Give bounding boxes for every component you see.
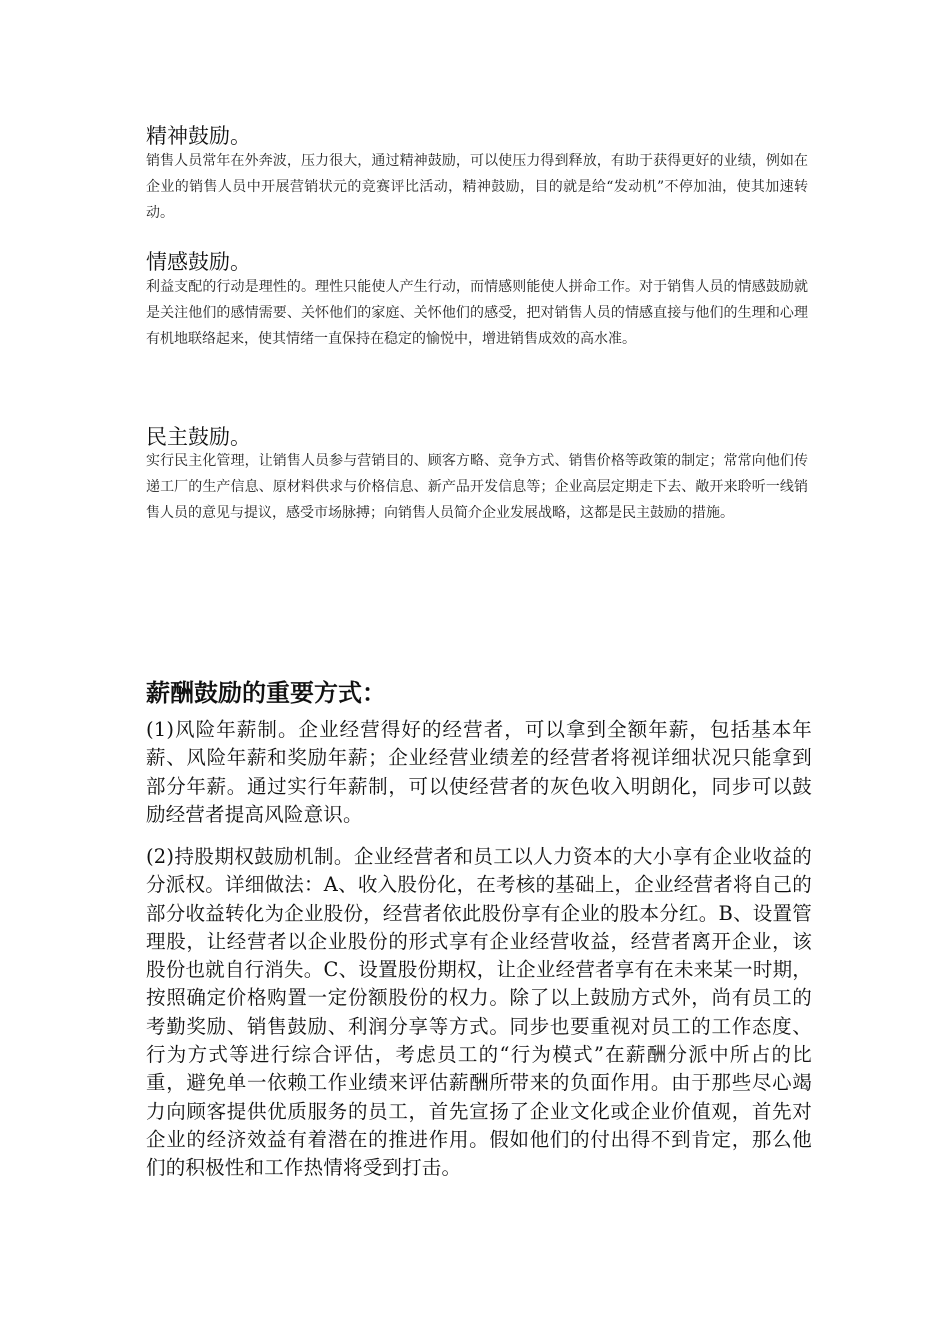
emotional-incentive-paragraph: 利益支配的行动是理性的。理性只能使人产生行动，而情感则能使人拼命工作。对于销售人员的情感鼓励就是关注他们的感情需要、关怀他们的家庭、关怀他们的感受，把对销售人员的情感直接与他们的生理和心理有机地联络起来，使其情绪一直保持在稳定的愉悦中，增进销售成效的高水准。 — [146, 279, 808, 347]
spiritual-incentive-heading: 精神鼓励。 — [146, 124, 251, 148]
salary-incentive-heading: 薪酬鼓励的重要方式： — [146, 679, 386, 707]
democratic-incentive-heading: 民主鼓励。 — [146, 425, 251, 449]
salary-item-risk-annual-pay: (1)风险年薪制。企业经营得好的经营者，可以拿到全额年薪，包括基本年薪、风险年薪和奖励年薪；企业经营业绩差的经营者将视详细状况只能拿到部分年薪。通过实行年薪制，可以使经营者的灰色收入明朗化，同步可以鼓励经营者提高风险意识。 — [146, 718, 812, 826]
spiritual-incentive-paragraph: 销售人员常年在外奔波，压力很大，通过精神鼓励，可以使压力得到释放，有助于获得更好的业绩，例如在企业的销售人员中开展营销状元的竞赛评比活动，精神鼓励，目的就是给“发动机”不停加油，使其加速转动。 — [146, 153, 808, 221]
salary-item-equity-options: (2)持股期权鼓励机制。企业经营者和员工以人力资本的大小享有企业收益的分派权。详细做法：A、收入股份化，在考核的基础上，企业经营者将自己的部分收益转化为企业股份，经营者依此股份享有企业的股本分红。B、设置管理股，让经营者以企业股份的形式享有企业经营收益，经营者离开企业，该股份也就自行消失。C、设置股份期权，让企业经营者享有在未来某一时期，按照确定价格购置一定份额股份的权力。除了以上鼓励方式外，尚有员工的考勤奖励、销售鼓励、利润分享等方式。同步也要重视对员工的工作态度、行为方式等进行综合评估，考虑员工的“行为模式”在薪酬分派中所占的比重，避免单一依赖工作业绩来评估薪酬所带来的负面作用。由于那些尽心竭力向顾客提供优质服务的员工，首先宣扬了企业文化或企业价值观，首先对企业的经济效益有着潜在的推进作用。假如他们的付出得不到肯定，那么他们的积极性和工作热情将受到打击。 — [146, 845, 812, 1180]
emotional-incentive-heading: 情感鼓励。 — [146, 250, 251, 274]
democratic-incentive-paragraph: 实行民主化管理，让销售人员参与营销目的、顾客方略、竞争方式、销售价格等政策的制定；常常向他们传递工厂的生产信息、原材料供求与价格信息、新产品开发信息等；企业高层定期走下去、敞开来聆听一线销售人员的意见与提议，感受市场脉搏；向销售人员简介企业发展战略，这都是民主鼓励的措施。 — [146, 453, 808, 521]
